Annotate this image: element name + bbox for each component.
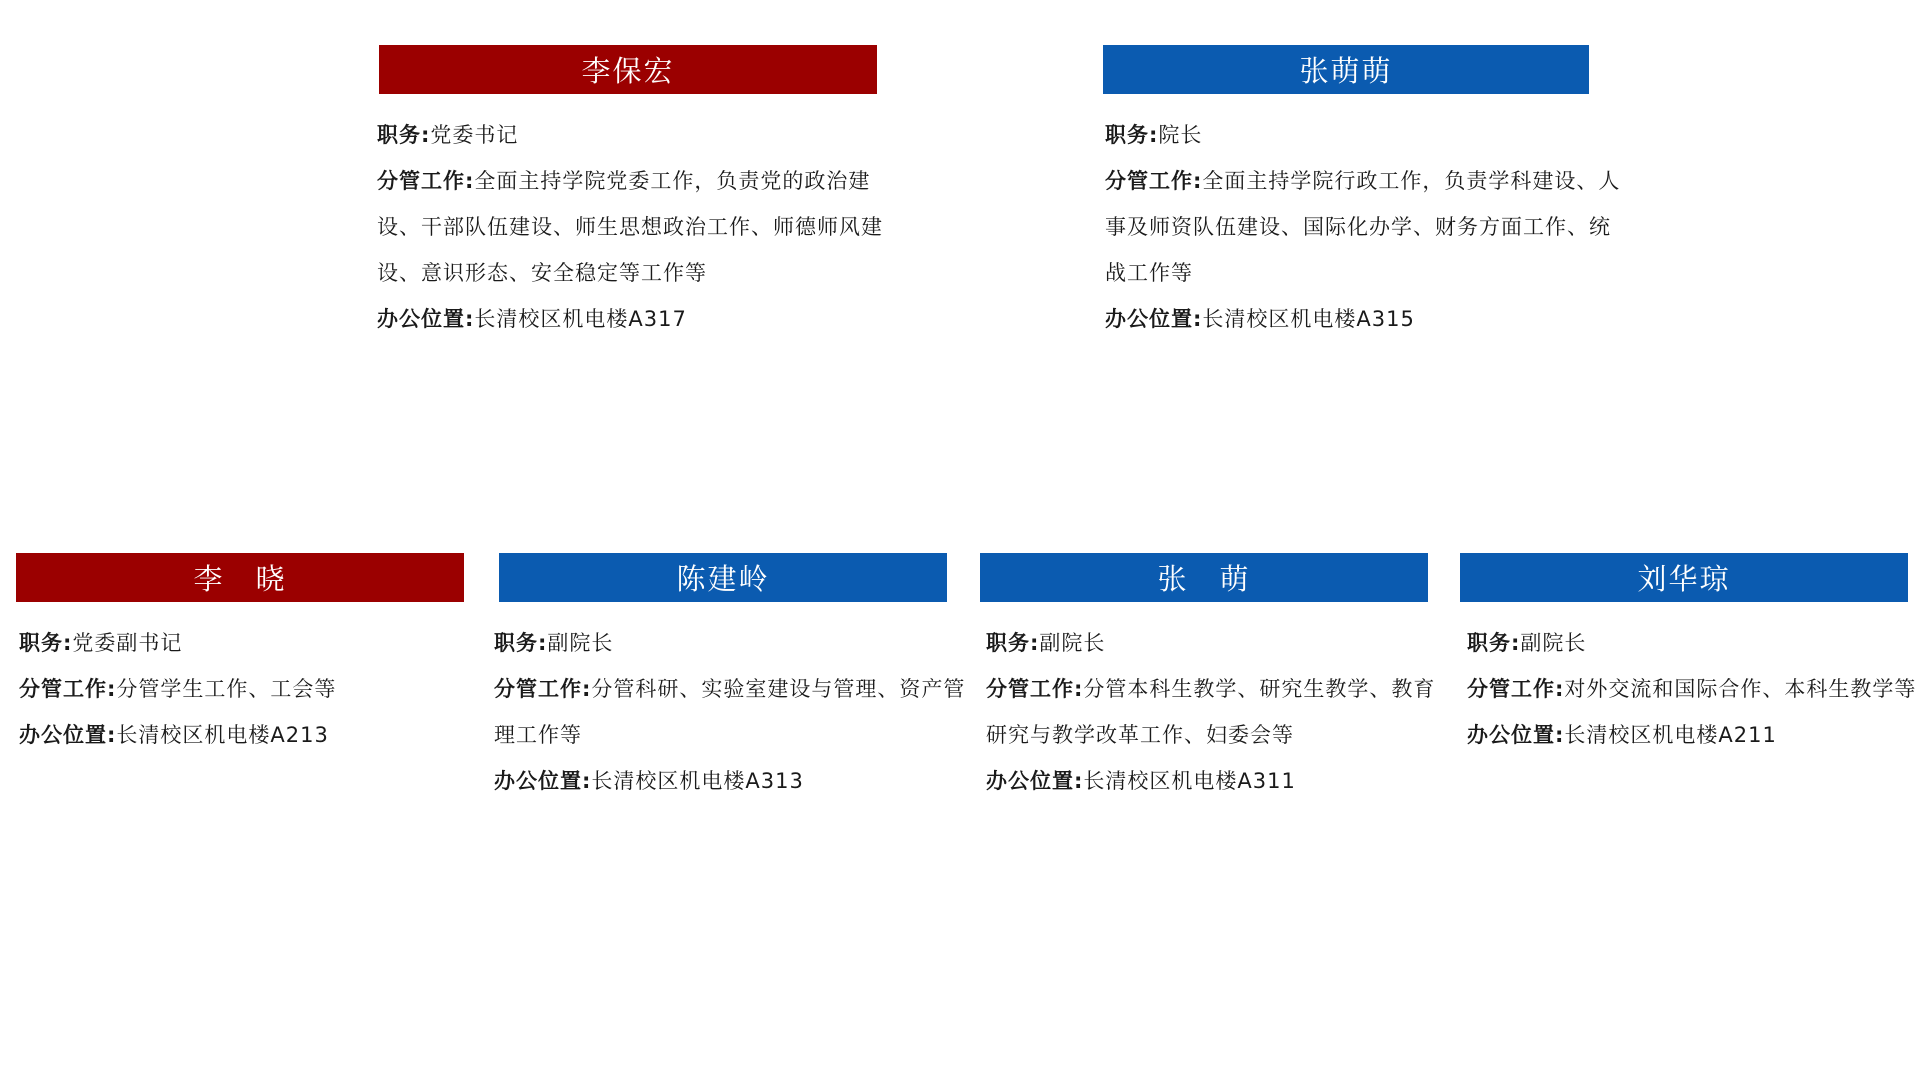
position-label: 职务: bbox=[1467, 631, 1521, 655]
leader-card-party-secretary bbox=[377, 45, 883, 342]
office-label: 办公位置: bbox=[494, 769, 592, 793]
position-label: 职务: bbox=[986, 631, 1040, 655]
office-row bbox=[986, 758, 1456, 804]
leader-card-vice-dean-2 bbox=[980, 553, 1436, 804]
duties-label: 分管工作: bbox=[494, 677, 592, 701]
duties-label: 分管工作: bbox=[986, 677, 1084, 701]
duties-value: 分管学生工作、工会等 bbox=[116, 677, 337, 701]
office-row bbox=[1105, 296, 1625, 342]
position-value: 副院长 bbox=[1039, 631, 1106, 655]
position-value: 副院长 bbox=[1520, 631, 1587, 655]
office-label: 办公位置: bbox=[1105, 307, 1203, 331]
duties-value: 全面主持学院党委工作，负责党的政治建设、干部队伍建设、师生思想政治工作、师德师风建设、意识形态、安全稳定等工作等 bbox=[377, 169, 883, 285]
office-value: 长清校区机电楼A315 bbox=[1202, 307, 1415, 331]
leader-name: 张萌萌 bbox=[1299, 54, 1393, 88]
office-value: 长清校区机电楼A317 bbox=[474, 307, 687, 331]
position-row bbox=[494, 620, 974, 666]
position-row bbox=[1467, 620, 1919, 666]
position-row bbox=[19, 620, 489, 666]
leader-card-vice-dean-1 bbox=[494, 553, 966, 804]
leader-info bbox=[19, 620, 489, 758]
duties-row bbox=[494, 666, 974, 758]
leader-card-vice-dean-3 bbox=[1460, 553, 1917, 758]
duties-value: 分管科研、实验室建设与管理、资产管理工作等 bbox=[494, 677, 966, 747]
name-banner bbox=[379, 45, 877, 94]
position-value: 党委书记 bbox=[430, 123, 519, 147]
position-label: 职务: bbox=[494, 631, 548, 655]
duties-value: 对外交流和国际合作、本科生教学等 bbox=[1564, 677, 1917, 701]
office-label: 办公位置: bbox=[1467, 723, 1565, 747]
leader-card-deputy-secretary bbox=[16, 553, 464, 758]
leader-name: 李保宏 bbox=[581, 54, 675, 88]
office-row bbox=[377, 296, 897, 342]
position-value: 党委副书记 bbox=[72, 631, 183, 655]
leader-info bbox=[494, 620, 974, 804]
leader-name: 陈建岭 bbox=[676, 562, 770, 596]
position-row bbox=[377, 112, 897, 158]
position-value: 院长 bbox=[1158, 123, 1203, 147]
duties-value: 全面主持学院行政工作，负责学科建设、人事及师资队伍建设、国际化办学、财务方面工作、统战工作等 bbox=[1105, 169, 1621, 285]
duties-row bbox=[986, 666, 1456, 758]
office-value: 长清校区机电楼A313 bbox=[591, 769, 804, 793]
duties-row bbox=[1467, 666, 1919, 712]
office-value: 长清校区机电楼A213 bbox=[116, 723, 329, 747]
position-label: 职务: bbox=[377, 123, 431, 147]
position-value: 副院长 bbox=[547, 631, 614, 655]
position-label: 职务: bbox=[19, 631, 73, 655]
position-label: 职务: bbox=[1105, 123, 1159, 147]
name-banner bbox=[980, 553, 1428, 602]
name-banner bbox=[1460, 553, 1908, 602]
office-label: 办公位置: bbox=[19, 723, 117, 747]
duties-row bbox=[1105, 158, 1625, 296]
office-value: 长清校区机电楼A211 bbox=[1564, 723, 1777, 747]
leader-name: 张 萌 bbox=[1157, 562, 1251, 596]
leader-name: 李 晓 bbox=[193, 562, 287, 596]
office-row bbox=[494, 758, 974, 804]
duties-label: 分管工作: bbox=[377, 169, 475, 193]
duties-label: 分管工作: bbox=[1105, 169, 1203, 193]
office-value: 长清校区机电楼A311 bbox=[1083, 769, 1296, 793]
leader-info bbox=[986, 620, 1456, 804]
name-banner bbox=[16, 553, 464, 602]
duties-label: 分管工作: bbox=[19, 677, 117, 701]
duties-value: 分管本科生教学、研究生教学、教育研究与教学改革工作、妇委会等 bbox=[986, 677, 1436, 747]
leader-info bbox=[377, 112, 897, 342]
leader-name: 刘华琼 bbox=[1637, 562, 1731, 596]
duties-row bbox=[19, 666, 489, 712]
position-row bbox=[986, 620, 1456, 666]
leader-card-dean bbox=[1103, 45, 1621, 342]
position-row bbox=[1105, 112, 1625, 158]
office-label: 办公位置: bbox=[986, 769, 1084, 793]
name-banner bbox=[499, 553, 947, 602]
office-row bbox=[1467, 712, 1919, 758]
duties-row bbox=[377, 158, 897, 296]
duties-label: 分管工作: bbox=[1467, 677, 1565, 701]
leader-info bbox=[1105, 112, 1625, 342]
name-banner bbox=[1103, 45, 1589, 94]
office-label: 办公位置: bbox=[377, 307, 475, 331]
office-row bbox=[19, 712, 489, 758]
leader-info bbox=[1467, 620, 1919, 758]
